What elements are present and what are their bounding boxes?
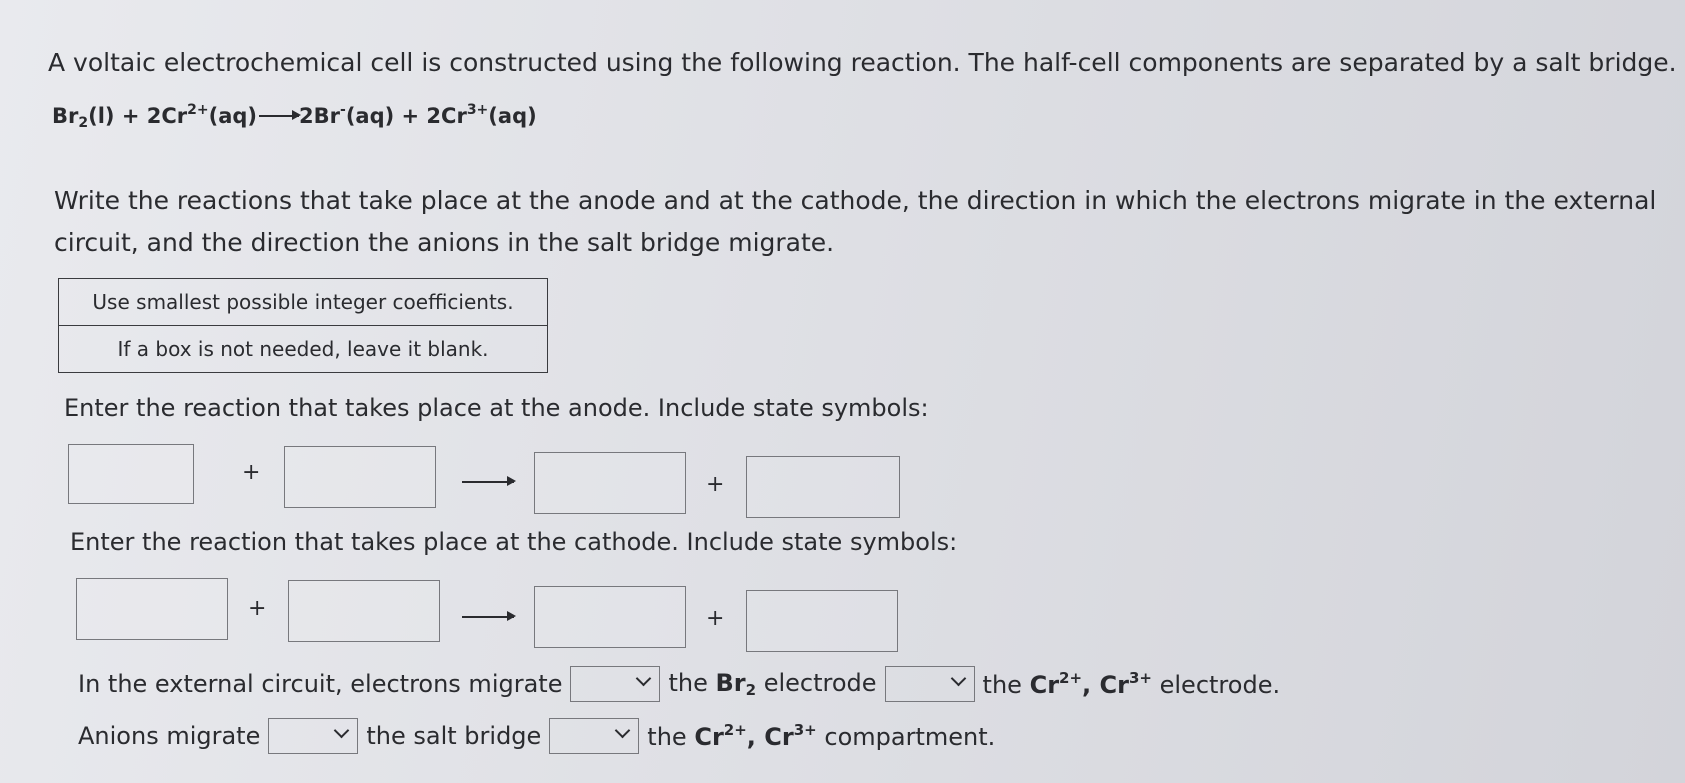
anode-plus-2: + (706, 472, 725, 497)
electrons-direction-2-select[interactable] (885, 666, 975, 702)
chevron-down-icon (950, 671, 966, 687)
cathode-plus-2: + (706, 606, 725, 631)
anode-prompt: Enter the reaction that takes place at the anode. Include state symbols: (64, 394, 929, 422)
chevron-down-icon (636, 671, 652, 687)
cathode-reactant-2-input[interactable] (288, 580, 440, 642)
cathode-product-2-input[interactable] (746, 590, 898, 652)
anode-product-1-input[interactable] (534, 452, 686, 514)
anode-reactant-2-input[interactable] (284, 446, 436, 508)
cathode-prompt: Enter the reaction that takes place at the cathode. Include state symbols: (70, 528, 958, 556)
note-coefficients: Use smallest possible integer coefficients. (92, 290, 514, 314)
anode-plus-1: + (242, 460, 261, 485)
overall-equation: $Br_2(l) + 2Cr^{2+}(aq) 2Br^-(aq) + 2Cr^{3+}(aq)$ (52, 102, 537, 131)
cathode-arrow-icon (462, 616, 514, 618)
anions-sentence: Anions migrate the salt bridge the $Cr^{2+}$, $Cr^{3+}$ compartment. (78, 718, 995, 754)
instruction-line-2: circuit, and the direction the anions in the salt bridge migrate. (54, 228, 835, 257)
question-intro: A voltaic electrochemical cell is constructed using the following reaction. The half-cell components are separated by a salt bridge. (48, 48, 1677, 77)
anode-arrow-icon (462, 481, 514, 483)
reaction-arrow-icon (259, 115, 299, 117)
anode-product-2-input[interactable] (746, 456, 900, 518)
anions-direction-1-select[interactable] (268, 718, 358, 754)
electrons-direction-1-select[interactable] (570, 666, 660, 702)
instruction-line-1: Write the reactions that take place at the anode and at the cathode, the direction in which the electrons migrate in the external (54, 186, 1657, 215)
chevron-down-icon (334, 723, 350, 739)
anode-reactant-1-input[interactable] (68, 444, 194, 504)
cathode-reactant-1-input[interactable] (76, 578, 228, 640)
notes-table (58, 278, 548, 373)
anions-direction-2-select[interactable] (549, 718, 639, 754)
note-blank-boxes: If a box is not needed, leave it blank. (59, 325, 547, 372)
chevron-down-icon (615, 723, 631, 739)
electrons-sentence: In the external circuit, electrons migrate the $Br_2$ electrode the $Cr^{2+}$, $Cr^{3+}$ electrode. (78, 666, 1280, 702)
cathode-plus-1: + (248, 596, 267, 621)
cathode-product-1-input[interactable] (534, 586, 686, 648)
